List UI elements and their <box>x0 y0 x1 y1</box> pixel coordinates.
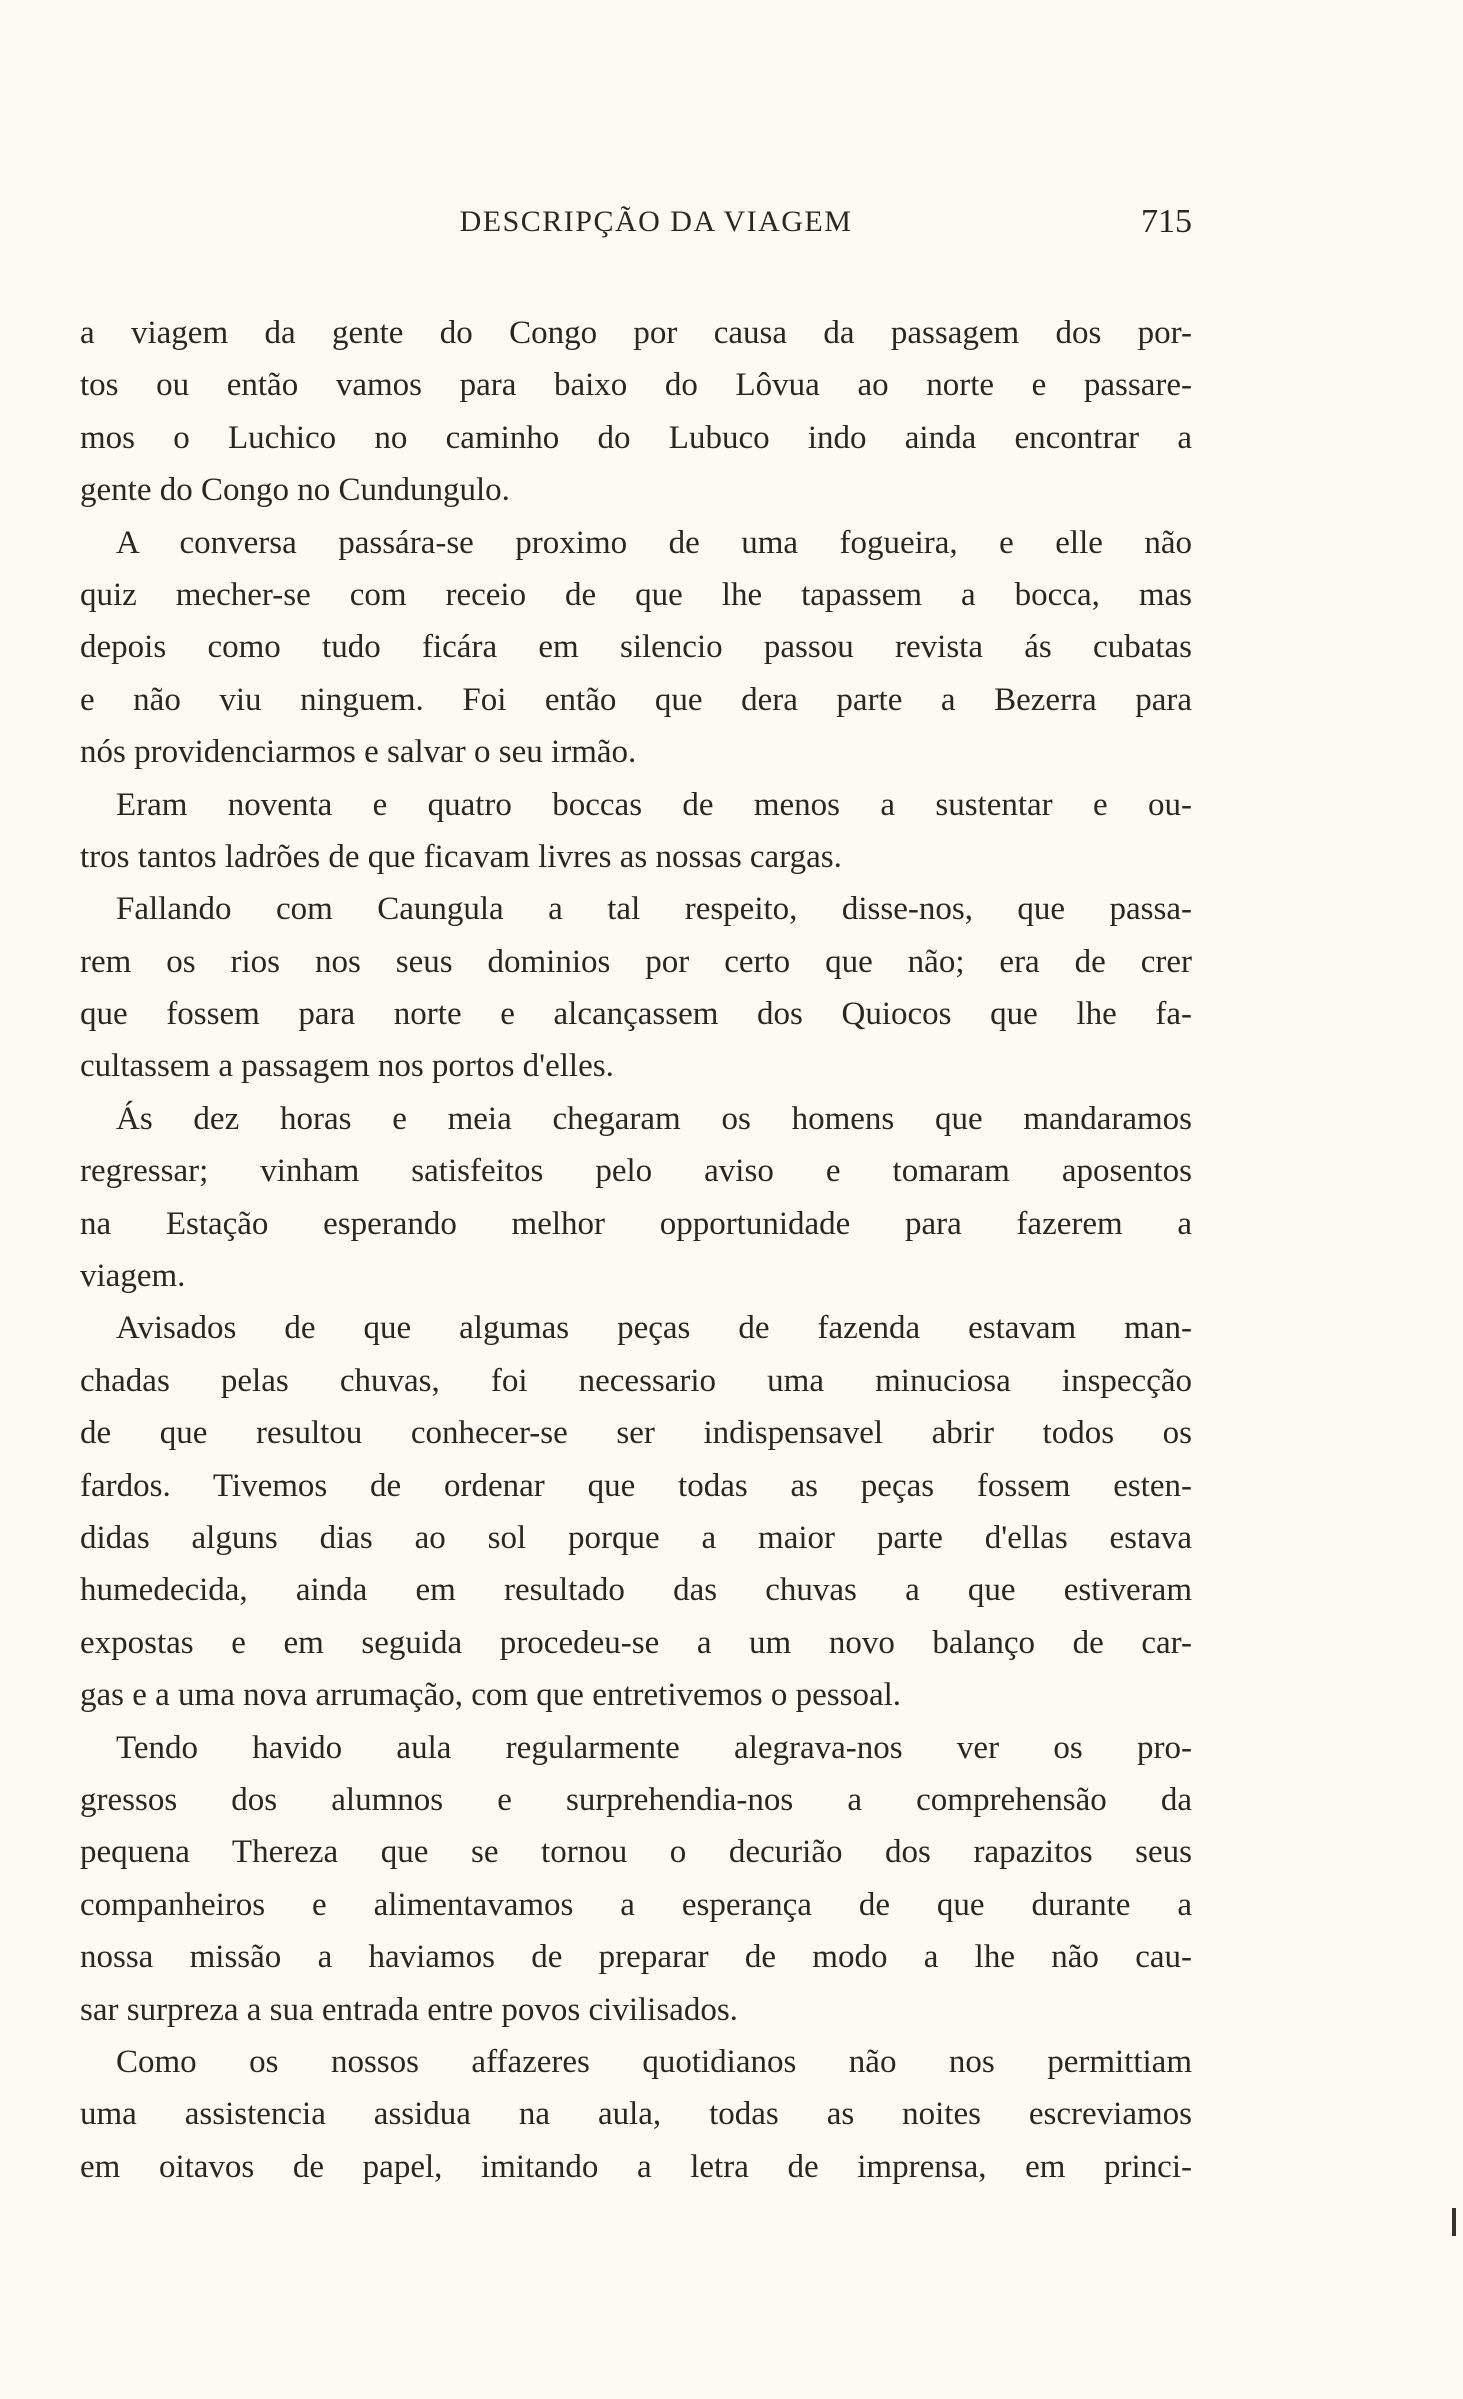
text-line: Como os nossos affazeres quotidianos não nos permittiam <box>116 2043 1192 2080</box>
text-line: chadas pelas chuvas, foi necessario uma minuciosa inspecção <box>80 1362 1192 1399</box>
text-line: quiz mecher-se com receio de que lhe tapassem a bocca, mas <box>80 576 1192 613</box>
page-number: 715 <box>1141 203 1192 240</box>
text-line: Fallando com Caungula a tal respeito, disse-nos, que passa- <box>116 891 1192 928</box>
text-line: rem os rios nos seus dominios por certo que não; era de crer <box>80 943 1192 980</box>
text-line: uma assistencia assidua na aula, todas as noites escreviamos <box>80 2096 1192 2133</box>
text-line: a viagem da gente do Congo por causa da passagem dos por- <box>80 315 1192 351</box>
page-header <box>80 198 1192 246</box>
margin-mark <box>1452 2208 1456 2236</box>
text-line: Ás dez horas e meia chegaram os homens que mandaramos <box>116 1100 1192 1137</box>
text-line: humedecida, ainda em resultado das chuvas a que estiveram <box>80 1572 1192 1609</box>
text-line: Eram noventa e quatro boccas de menos a sustentar e ou- <box>116 786 1192 823</box>
text-line: que fossem para norte e alcançassem dos Quiocos que lhe fa- <box>80 996 1192 1033</box>
text-line: A conversa passára-se proximo de uma fogueira, e elle não <box>116 524 1192 561</box>
text-line: didas alguns dias ao sol porque a maior parte d'ellas estava <box>80 1519 1192 1556</box>
text-line: sar surpreza a sua entrada entre povos civilisados. <box>80 1991 738 2028</box>
text-line: nós providenciarmos e salvar o seu irmão. <box>80 734 637 771</box>
text-line: gente do Congo no Cundungulo. <box>80 472 510 509</box>
text-line: companheiros e alimentavamos a esperança de que durante a <box>80 1886 1192 1923</box>
text-line: depois como tudo ficára em silencio passou revista ás cubatas <box>80 629 1192 666</box>
text-line: gressos dos alumnos e surprehendia-nos a comprehensão da <box>80 1781 1192 1818</box>
text-line: nossa missão a haviamos de preparar de modo a lhe não cau- <box>80 1939 1192 1976</box>
text-line: tros tantos ladrões de que ficavam livres as nossas cargas. <box>80 838 842 875</box>
text-line: viagem. <box>80 1258 186 1295</box>
body-text <box>80 307 1192 2193</box>
text-line: na Estação esperando melhor opportunidade para fazerem a <box>80 1205 1192 1242</box>
text-line: regressar; vinham satisfeitos pelo aviso e tomaram aposentos <box>80 1153 1192 1190</box>
text-line: fardos. Tivemos de ordenar que todas as peças fossem esten- <box>80 1467 1192 1504</box>
text-line: cultassem a passagem nos portos d'elles. <box>80 1048 614 1085</box>
text-line: Tendo havido aula regularmente alegrava-nos ver os pro- <box>116 1729 1192 1766</box>
text-line: mos o Luchico no caminho do Lubuco indo ainda encontrar a <box>80 419 1192 456</box>
running-title: DESCRIPÇÃO DA VIAGEM <box>459 205 853 238</box>
text-line: tos ou então vamos para baixo do Lôvua ao norte e passare- <box>80 367 1192 404</box>
text-line: pequena Thereza que se tornou o decurião dos rapazitos seus <box>80 1834 1192 1871</box>
text-line: gas e a uma nova arrumação, com que entretivemos o pessoal. <box>80 1677 902 1714</box>
text-line: de que resultou conhecer-se ser indispensavel abrir todos os <box>80 1415 1192 1452</box>
text-line: expostas e em seguida procedeu-se a um novo balanço de car- <box>80 1624 1192 1661</box>
text-line: e não viu ninguem. Foi então que dera parte a Bezerra para <box>80 681 1192 718</box>
text-line: em oitavos de papel, imitando a letra de imprensa, em princi- <box>80 2148 1192 2185</box>
text-line: Avisados de que algumas peças de fazenda estavam man- <box>116 1310 1192 1347</box>
